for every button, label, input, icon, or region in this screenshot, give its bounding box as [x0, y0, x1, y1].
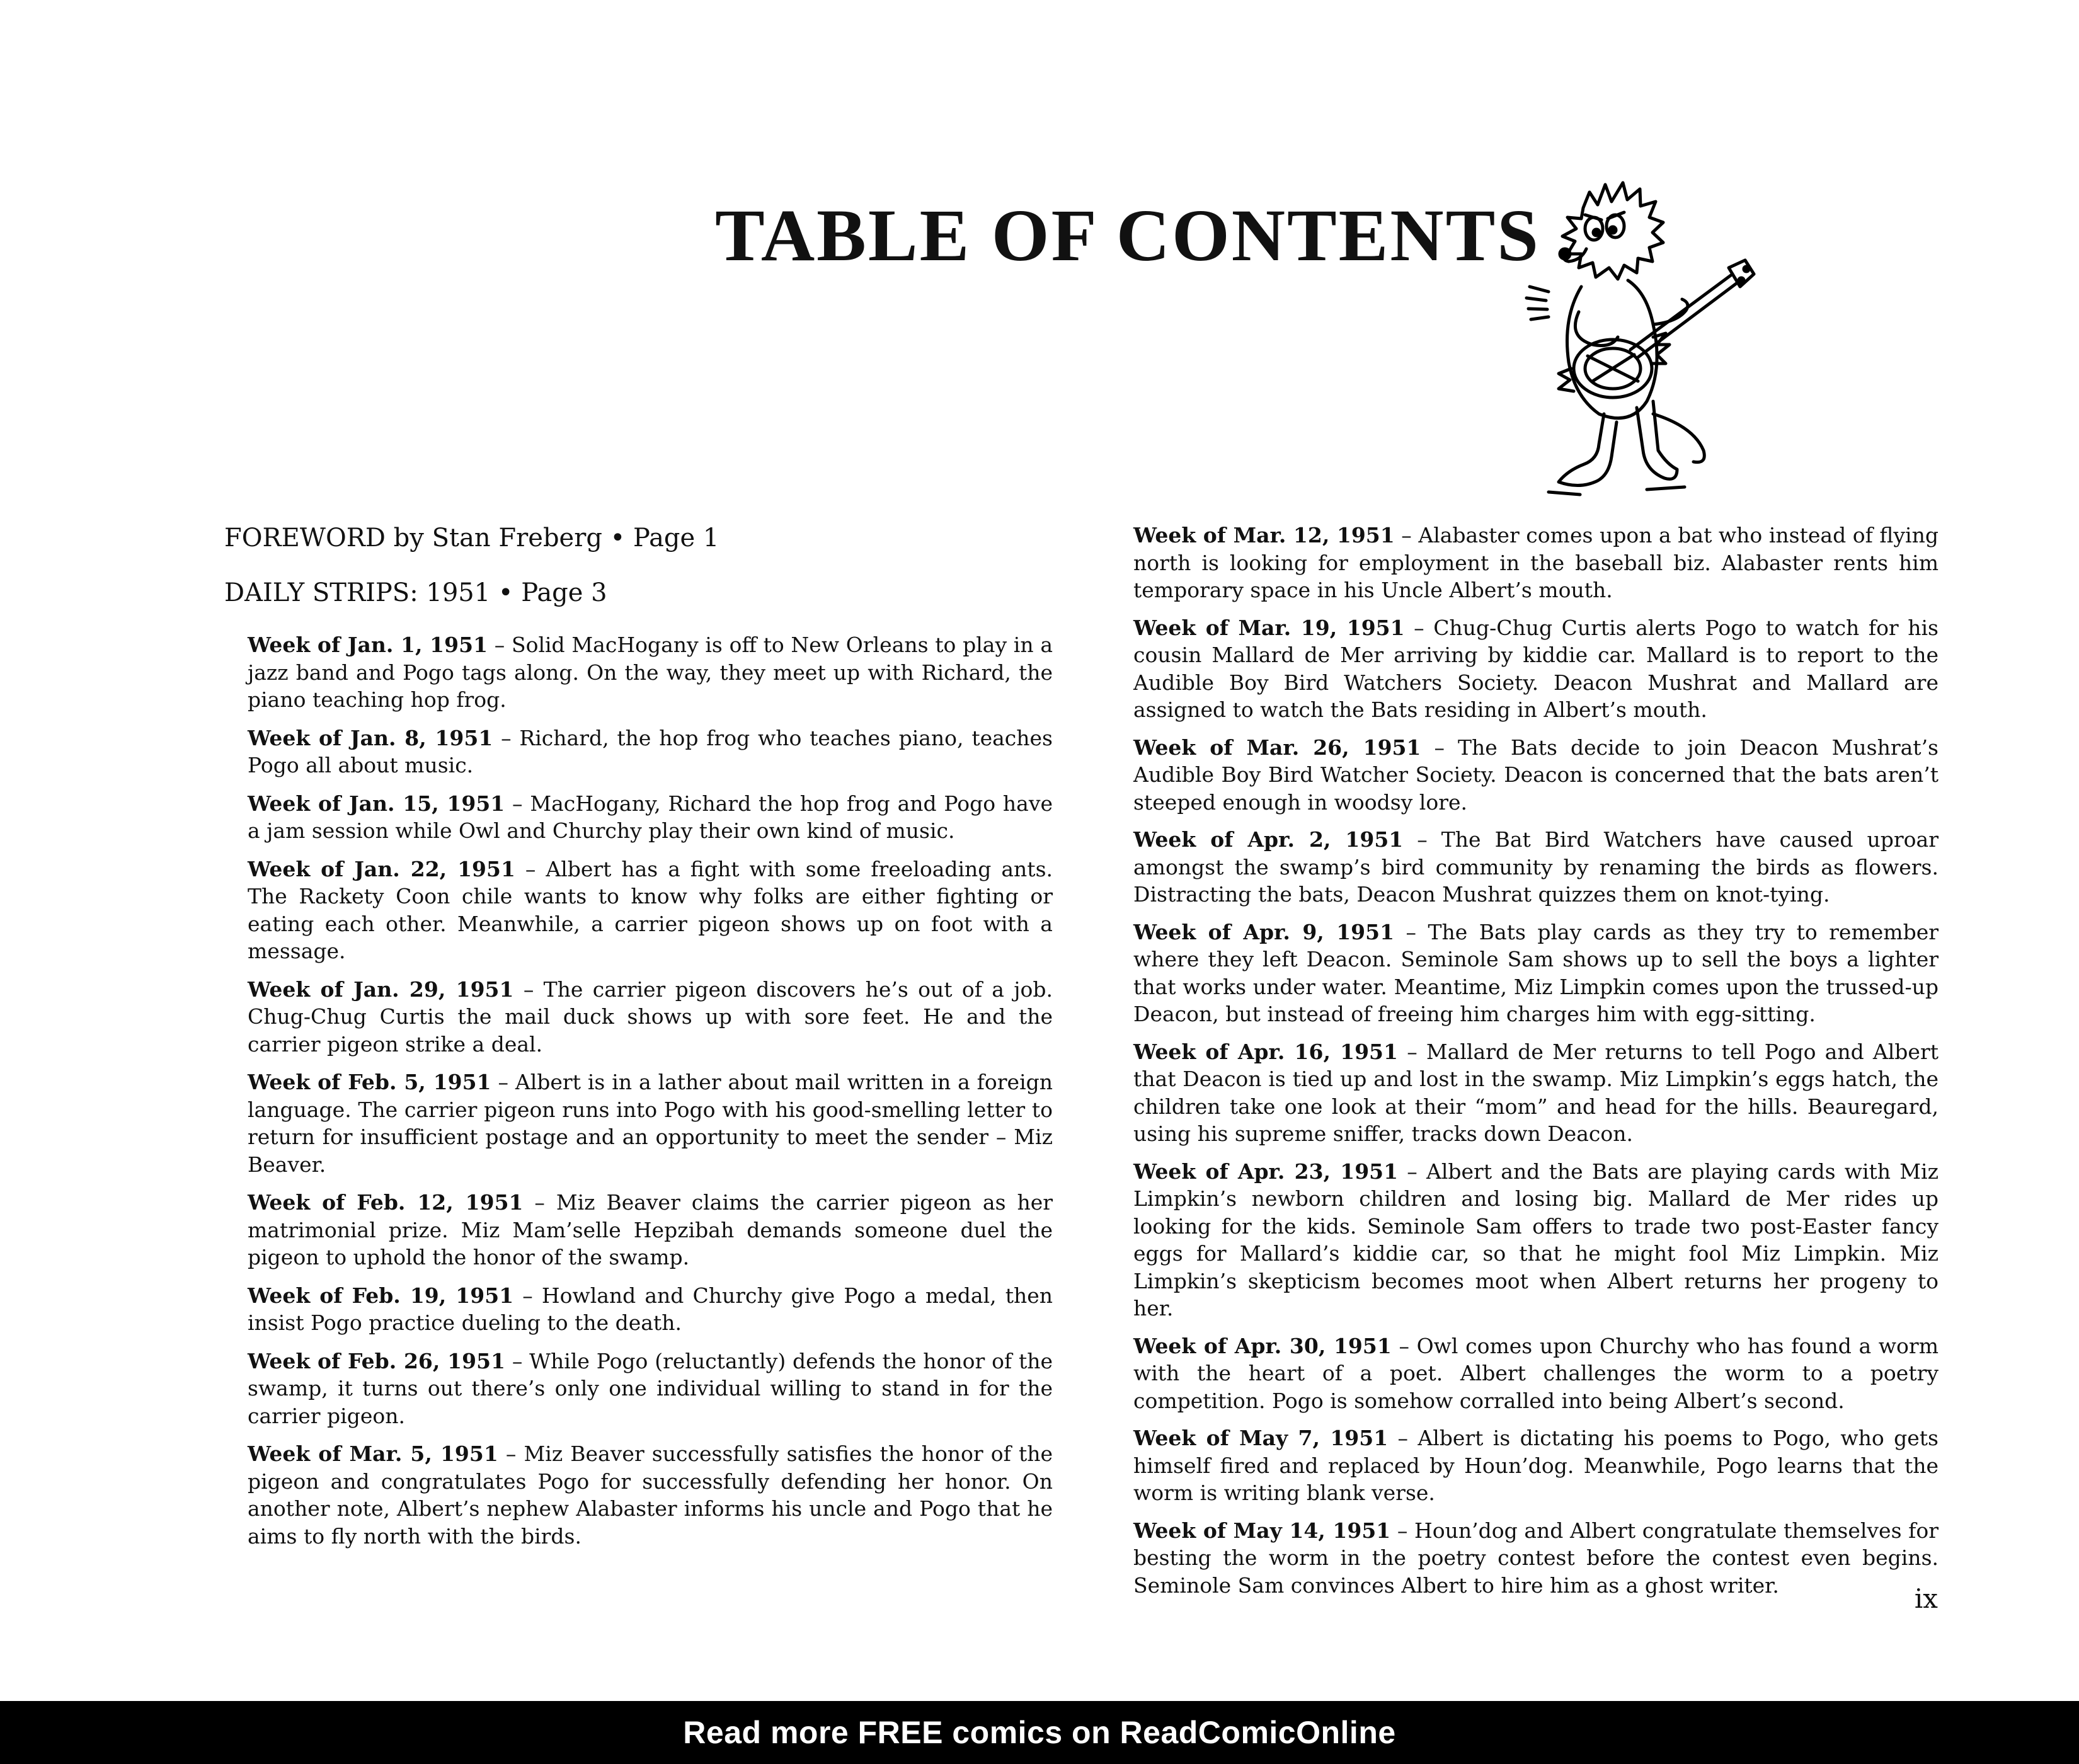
toc-entry-description: Mallard de Mer returns to tell Pogo and Albert that Deacon is tied up and lost in the swamp. Miz Limpkin’s eggs hatch, the children take one look at their “mom” and head for the hills. Beauregard, using his supreme sniffer, tracks down Deacon.	[1133, 1039, 1939, 1146]
toc-entry-week: Week of Mar. 26, 1951	[1133, 735, 1421, 760]
toc-entry-separator: –	[512, 1348, 523, 1373]
toc-entry-separator: –	[498, 1070, 508, 1094]
toc-entry-week: Week of Jan. 22, 1951	[248, 856, 515, 881]
toc-entry[interactable]	[248, 856, 1053, 965]
toc-entry[interactable]	[1133, 734, 1939, 816]
toc-entry-separator: –	[1397, 1518, 1408, 1543]
toc-entry-week: Week of May 7, 1951	[1133, 1426, 1389, 1450]
toc-entry-week: Week of Feb. 26, 1951	[248, 1348, 506, 1373]
toc-entry-description: Miz Beaver claims the carrier pigeon as her matrimonial prize. Miz Mam’selle Hepzibah demands someone duel the pigeon to uphold the honor of the swamp.	[248, 1190, 1053, 1269]
toc-entry-description: The Bat Bird Watchers have caused uproar amongst the swamp’s bird community by renaming the birds as flowers. Distracting the bats, Deacon Mushrat quizzes them on knot-tying.	[1133, 827, 1939, 907]
toc-entry-separator: –	[1417, 827, 1428, 852]
toc-entry-description: While Pogo (reluctantly) defends the honor of the swamp, it turns out there’s only one individual willing to stand in for the carrier pigeon.	[248, 1348, 1053, 1428]
toc-entry-description: Solid MacHogany is off to New Orleans to play in a jazz band and Pogo tags along. On the way, they meet up with Richard, the piano teaching hop frog.	[248, 633, 1053, 712]
toc-entry-description: The Bats play cards as they try to remember where they left Deacon. Seminole Sam shows up to sell the boys a lighter that works under water. Meantime, Miz Limpkin comes upon the trussed-up Deacon, but instead of freeing him charges him with egg-sitting.	[1133, 919, 1939, 1026]
toc-entry[interactable]	[248, 1189, 1053, 1271]
toc-entry-week: Week of Apr. 30, 1951	[1133, 1333, 1392, 1358]
toc-entry-week: Week of Mar. 12, 1951	[1133, 523, 1395, 547]
toc-entry-description: Howland and Churchy give Pogo a medal, then insist Pogo practice dueling to the death.	[248, 1283, 1053, 1335]
toc-entry-separator: –	[522, 1283, 533, 1308]
foreword-link[interactable]: FOREWORD by Stan Freberg • Page 1	[224, 524, 719, 553]
toc-entry-week: Week of Feb. 12, 1951	[248, 1190, 524, 1215]
toc-entry-separator: –	[523, 976, 534, 1002]
toc-entry-description: Albert is in a lather about mail written in a foreign language. The carrier pigeon runs into Pogo with his good-smelling letter to return for insufficient postage and an opportunity to meet the sender – Miz Beaver.	[248, 1070, 1053, 1177]
toc-entry-separator: –	[501, 725, 512, 750]
toc-entry-week: Week of Apr. 9, 1951	[1133, 919, 1395, 944]
toc-right-column	[1133, 522, 1939, 1609]
toc-entry-week: Week of Feb. 19, 1951	[248, 1283, 514, 1308]
pogo-playing-banjo-illustration	[1523, 180, 1769, 501]
toc-left-column	[224, 522, 1053, 1561]
toc-entry[interactable]	[1133, 1332, 1939, 1415]
toc-entries-right	[1133, 522, 1939, 1599]
toc-entry-description: The carrier pigeon discovers he’s out of a job. Chug-Chug Curtis the mail duck shows up with sore feet. He and the carrier pigeon strike a deal.	[248, 976, 1053, 1057]
toc-entry-week: Week of May 14, 1951	[1133, 1518, 1391, 1543]
promo-banner[interactable]	[0, 1701, 2079, 1764]
toc-entry-separator: –	[1406, 919, 1417, 944]
toc-entry[interactable]	[1133, 522, 1939, 604]
toc-entries-left	[248, 631, 1053, 1550]
toc-entry-description: Richard, the hop frog who teaches piano, teaches Pogo all about music.	[248, 725, 1053, 777]
toc-entry[interactable]	[248, 976, 1053, 1058]
toc-entry-separator: –	[1399, 1333, 1409, 1358]
toc-entry-description: MacHogany, Richard the hop frog and Pogo have a jam session while Owl and Churchy play their own kind of music.	[248, 791, 1053, 843]
toc-entry-description: Alabaster comes upon a bat who instead of flying north is looking for employment in the baseball biz. Alabaster rents him temporary space in his Uncle Albert’s mouth.	[1133, 523, 1939, 602]
toc-entry-week: Week of Jan. 29, 1951	[248, 976, 514, 1002]
toc-entry-separator: –	[525, 856, 536, 881]
toc-entry[interactable]	[1133, 1517, 1939, 1600]
toc-entry-description: Albert and the Bats are playing cards with Miz Limpkin’s newborn children and losing big. Mallard de Mer rides up looking for the kids. Seminole Sam offers to trade two post-Easter fancy eggs for Mallard’s kiddie car, so that he might fool Miz Limpkin. Miz Limpkin’s skepticism becomes moot when Albert returns her progeny to her.	[1133, 1159, 1939, 1320]
toc-entry-description: The Bats decide to join Deacon Mushrat’s Audible Boy Bird Watcher Society. Deacon is concerned that the bats aren’t steeped enough in woodsy lore.	[1133, 735, 1939, 815]
toc-entry-week: Week of Mar. 5, 1951	[248, 1441, 498, 1466]
toc-entry[interactable]	[248, 1282, 1053, 1337]
toc-entry-separator: –	[1414, 615, 1424, 640]
toc-entry[interactable]	[248, 790, 1053, 845]
toc-entry-week: Week of Jan. 8, 1951	[248, 725, 493, 750]
toc-entry[interactable]	[1133, 1424, 1939, 1507]
toc-entry-description: Albert has a fight with some freeloading ants. The Rackety Coon chile wants to know why folks are either fighting or eating each other. Meanwhile, a carrier pigeon shows up on foot with a message.	[248, 856, 1053, 963]
toc-entry-week: Week of Feb. 5, 1951	[248, 1070, 491, 1094]
toc-entry-separator: –	[1407, 1159, 1418, 1184]
toc-entry[interactable]	[248, 631, 1053, 714]
toc-entry-week: Week of Apr. 2, 1951	[1133, 827, 1404, 852]
toc-entry-separator: –	[512, 791, 523, 816]
toc-entry-description: Miz Beaver successfully satisfies the honor of the pigeon and congratulates Pogo for successfully defending her honor. On another note, Albert’s nephew Alabaster informs his uncle and Pogo that he aims to fly north with the birds.	[248, 1441, 1053, 1549]
toc-entry[interactable]	[1133, 1038, 1939, 1148]
toc-entry-week: Week of Apr. 23, 1951	[1133, 1159, 1399, 1184]
daily-strips-heading[interactable]: DAILY STRIPS: 1951 • Page 3	[224, 578, 607, 607]
toc-entry[interactable]	[1133, 1158, 1939, 1322]
toc-entry-week: Week of Apr. 16, 1951	[1133, 1039, 1398, 1064]
toc-entry-week: Week of Jan. 15, 1951	[248, 791, 505, 816]
toc-entry-separator: –	[494, 633, 505, 657]
toc-entry-description: Houn’dog and Albert congratulate themselves for besting the worm in the poetry contest before the contest even begins. Seminole Sam convinces Albert to hire him as a ghost writer.	[1133, 1518, 1939, 1598]
toc-entry-week: Week of Jan. 1, 1951	[248, 633, 488, 657]
toc-entry[interactable]	[248, 724, 1053, 779]
toc-entry-description: Owl comes upon Churchy who has found a worm with the heart of a poet. Albert challenges the worm to a poetry competition. Pogo is somehow corralled into being Albert’s second.	[1133, 1333, 1939, 1413]
toc-entry-description: Albert is dictating his poems to Pogo, who gets himself fired and replaced by Houn’dog. Meanwhile, Pogo learns that the worm is writing blank verse.	[1133, 1426, 1939, 1505]
toc-entry[interactable]	[248, 1348, 1053, 1430]
toc-entry-description: Chug-Chug Curtis alerts Pogo to watch for his cousin Mallard de Mer arriving by kiddie car. Mallard is to report to the Audible Boy Bird Watchers Society. Deacon Mushrat and Mallard are assigned to watch the Bats residing in Albert’s mouth.	[1133, 615, 1939, 722]
toc-entry-separator: –	[505, 1441, 517, 1466]
toc-entry[interactable]	[1133, 614, 1939, 724]
toc-entry[interactable]	[248, 1440, 1053, 1550]
toc-entry-separator: –	[1434, 735, 1445, 760]
toc-entry-separator: –	[1397, 1426, 1409, 1450]
toc-entry-separator: –	[534, 1190, 545, 1215]
page-number: ix	[1914, 1583, 1938, 1614]
toc-entry[interactable]	[1133, 826, 1939, 908]
page-title: TABLE OF CONTENTS	[715, 194, 1540, 277]
promo-banner-text[interactable]: Read more FREE comics on ReadComicOnline	[683, 1715, 1396, 1750]
toc-entry-separator: –	[1401, 523, 1412, 547]
toc-entry-week: Week of Mar. 19, 1951	[1133, 615, 1405, 640]
toc-entry[interactable]	[248, 1068, 1053, 1178]
toc-entry[interactable]	[1133, 919, 1939, 1028]
toc-entry-separator: –	[1407, 1039, 1418, 1064]
